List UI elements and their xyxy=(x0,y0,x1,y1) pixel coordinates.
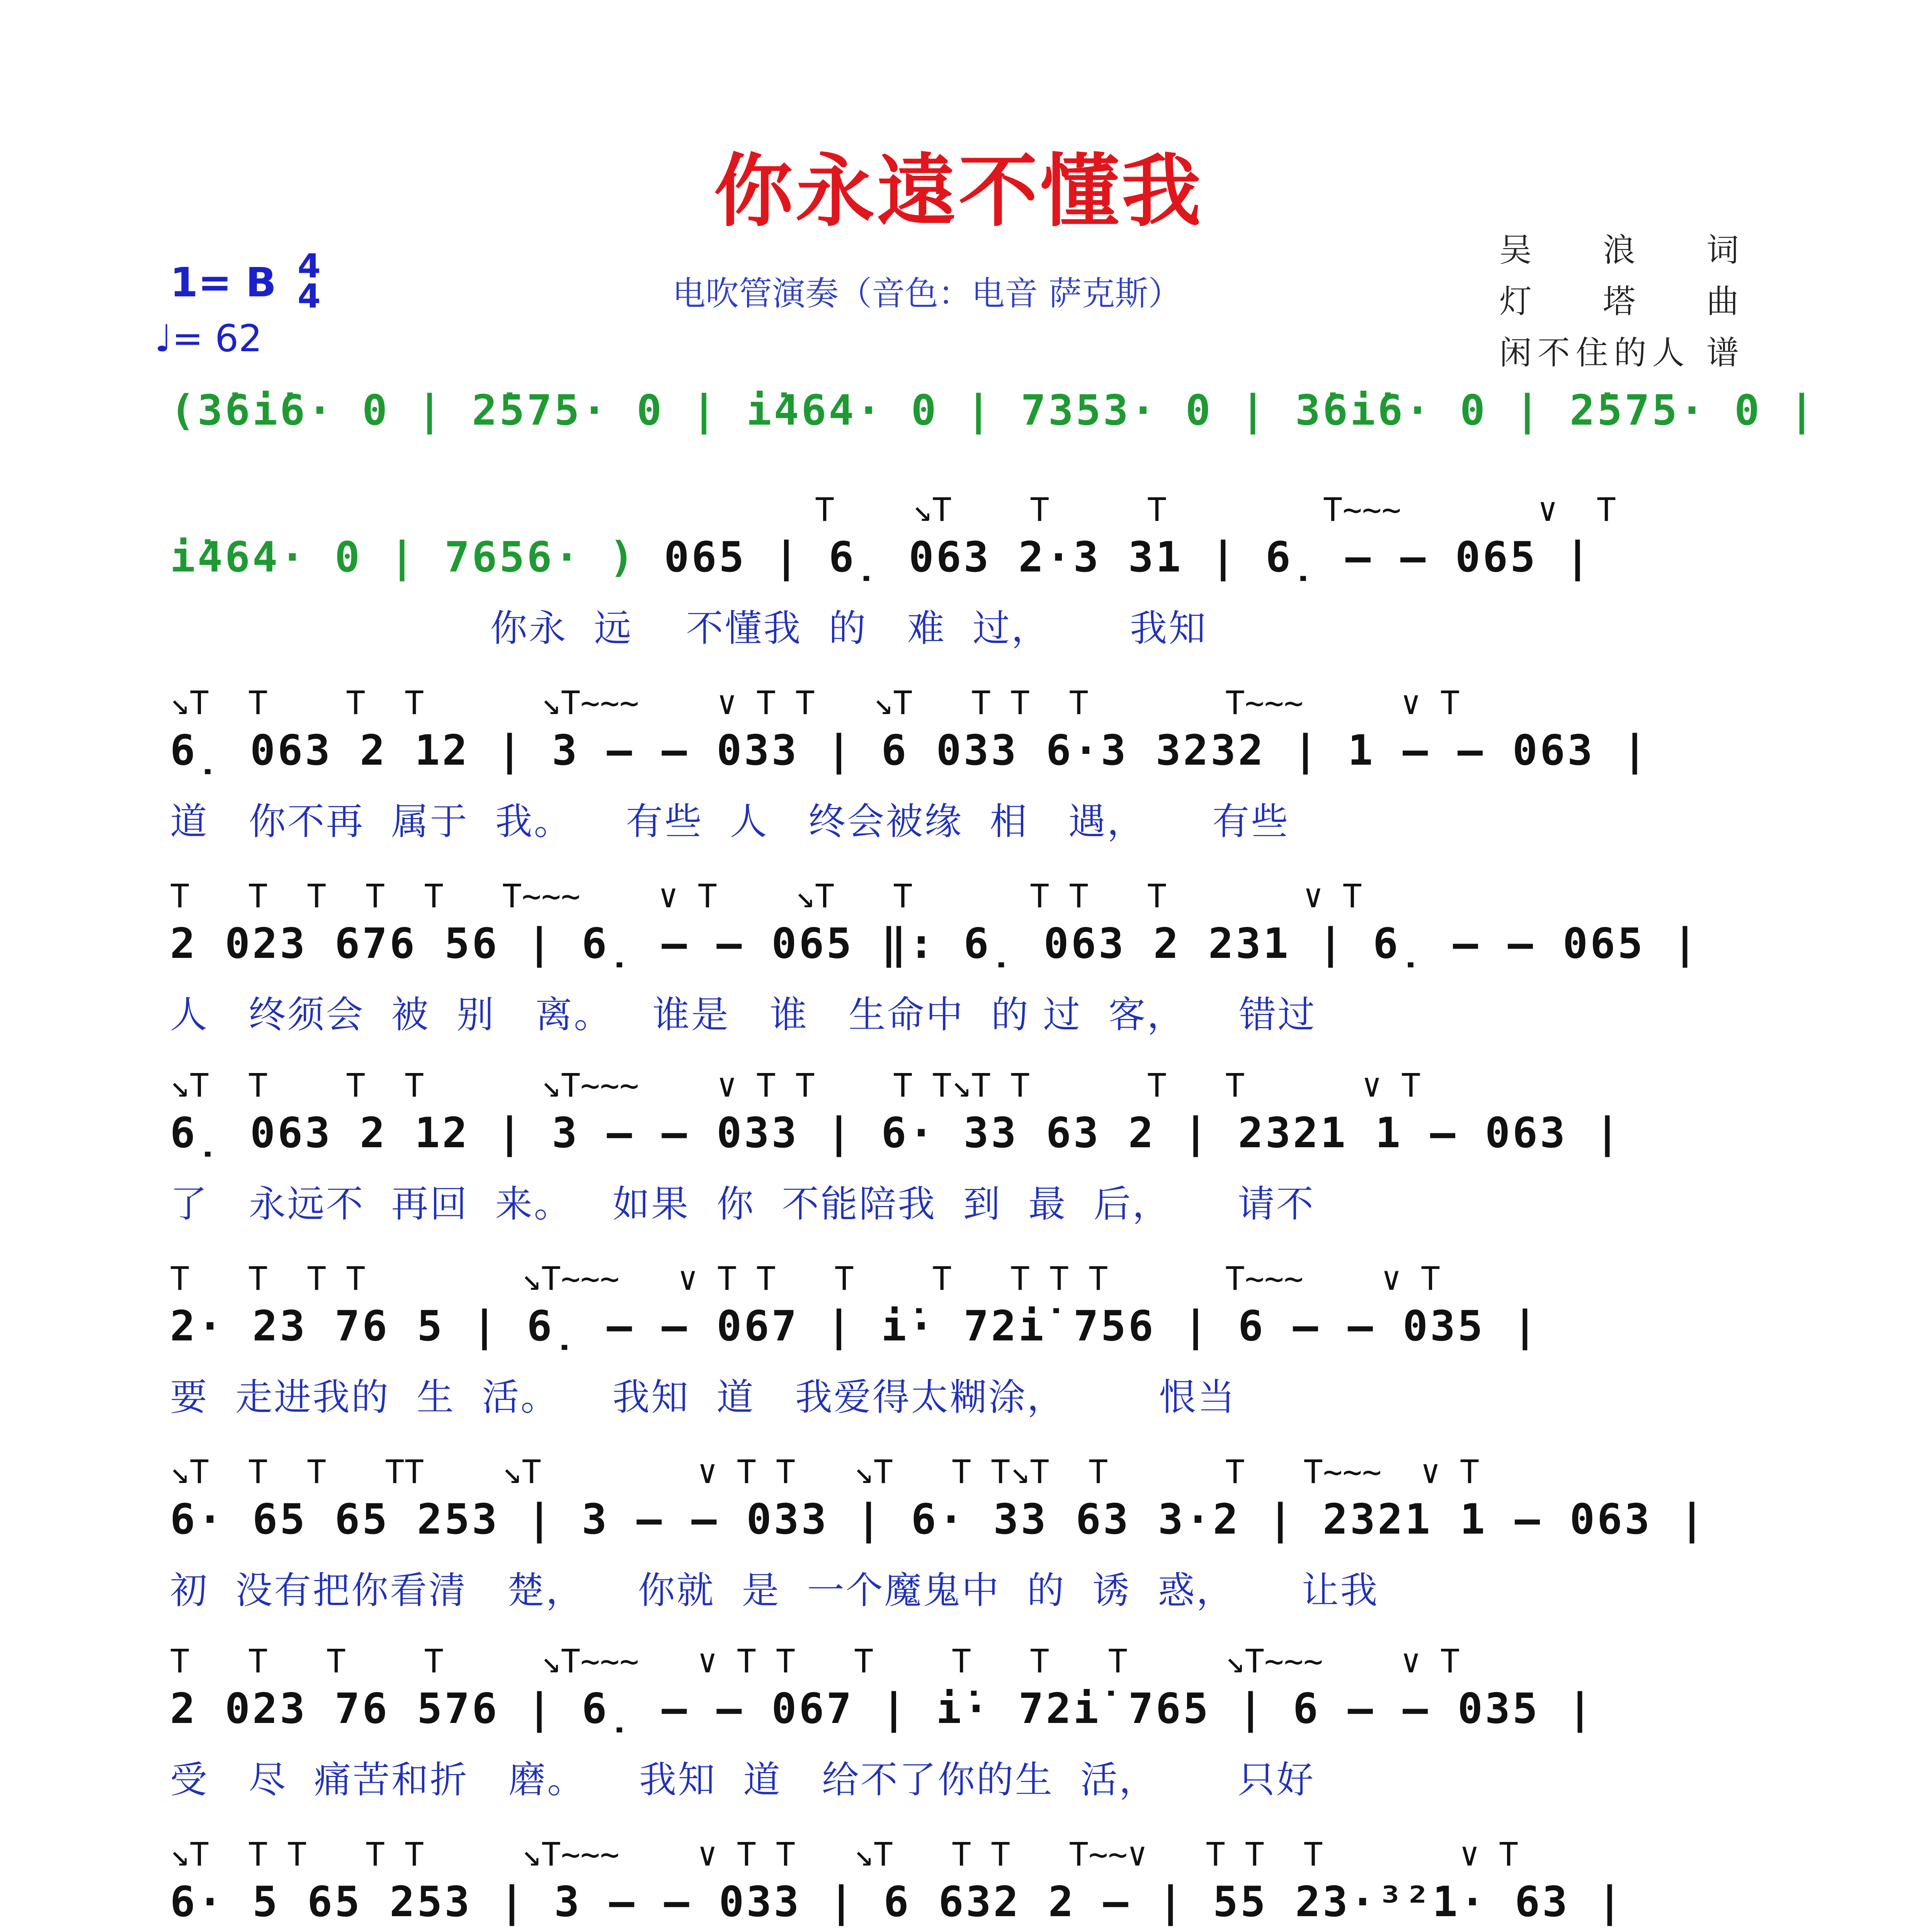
melody-notes: 6· 5 65 253 | 3 – – 033 | 6 632 2 – | 55 23·³²1· 63 | xyxy=(170,1878,1625,1926)
notation-line xyxy=(170,920,1747,968)
articulation-marks: ↘T T T T ↘T~~~ ∨ T T ↘T T T T T~~~ ∨ T xyxy=(170,684,1460,722)
melody-notes: 2 023 676 56 | 6̣ – – 065 ‖: 6̣ 063 2 231 | 6̣ – – 065 | xyxy=(170,920,1700,968)
key-signature xyxy=(170,247,321,316)
page-title: 你永遠不懂我 xyxy=(714,145,1203,238)
notation-line xyxy=(170,1302,1747,1350)
time-signature-top: 4 xyxy=(298,247,321,286)
tempo-mark: ♩= 62 xyxy=(155,317,262,360)
melody-notes: 065 | 6̣ 063 2·3 31 | 6̣ – – 065 | xyxy=(664,533,1593,582)
staff-line xyxy=(170,1835,1747,1932)
instrumental-passage: i̇464· 0 | 7656· ) xyxy=(170,533,664,582)
articulation-marks: ↘T T T T T ↘T~~~ ∨ T T ↘T T T T~~∨ T T T ∨ T xyxy=(170,1835,1519,1873)
lyric-line: 受 尽 痛苦和折 磨。 我知 道 给不了你的生 活， 只好 xyxy=(170,1758,1315,1801)
lyric-line: 要 走进我的 生 活。 我知 道 我爱得太糊涂， 恨当 xyxy=(170,1376,1237,1419)
staff-line xyxy=(170,684,1747,862)
lyricist-credit: 吴 浪 词 xyxy=(1499,231,1739,269)
composer-credit: 灯 塔 曲 xyxy=(1499,282,1739,320)
score-system xyxy=(0,1835,1917,1932)
articulation-marks: ↘T T T T ↘T~~~ ∨ T T T T↘T T T T ∨ T xyxy=(170,1066,1421,1104)
score-system xyxy=(0,684,1917,862)
staff-line xyxy=(170,1642,1747,1820)
articulation-marks: T ↘T T T T~~~ ∨ T xyxy=(170,491,1616,529)
lyric-line: 初 没有把你看清 楚， 你就 是 一个魔鬼中 的 诱 惑， 让我 xyxy=(170,1569,1379,1612)
score-system xyxy=(0,877,1917,1055)
time-signature xyxy=(298,247,321,316)
melody-notes: 2· 23 76 5 | 6̣ – – 067 | i̇· 72i̇ 756 | 6 – – 035 | xyxy=(170,1302,1540,1350)
notation-line xyxy=(170,726,1747,775)
staff-line xyxy=(170,1260,1747,1437)
credits xyxy=(1499,224,1739,374)
notation-line xyxy=(170,1495,1747,1544)
notation-line xyxy=(170,1685,1747,1733)
lyric-line: 了 永远不 再回 来。 如果 你 不能陪我 到 最 后， 请不 xyxy=(170,1182,1315,1226)
articulation-marks: T T T T T T~~~ ∨ T ↘T T T T T ∨ T xyxy=(170,877,1362,915)
staff-line xyxy=(170,877,1747,1055)
transcriber-credit: 闲不住的人 谱 xyxy=(1499,334,1739,372)
articulation-marks: T T T T ↘T~~~ ∨ T T T T T T ↘T~~~ ∨ T xyxy=(170,1642,1460,1680)
score-system xyxy=(0,491,1917,668)
notation-line xyxy=(170,533,1747,582)
notation-line xyxy=(170,1109,1747,1157)
score-system xyxy=(0,1453,1917,1631)
lyric-line: 你永 远 不懂我 的 难 过， 我知 xyxy=(170,607,1208,650)
staff-line xyxy=(170,1066,1747,1244)
staff-line xyxy=(170,491,1747,668)
melody-notes: 6· 65 65 253 | 3 – – 033 | 6· 33 63 3·2 | 2321 1 – 063 | xyxy=(170,1495,1707,1544)
score-system xyxy=(0,1642,1917,1820)
melody-notes: 2 023 76 576 | 6̣ – – 067 | i̇· 72i̇ 765 | 6 – – 035 | xyxy=(170,1685,1595,1733)
staff-line xyxy=(170,1453,1747,1631)
notation-line xyxy=(170,386,1817,435)
articulation-marks: T T T T ↘T~~~ ∨ T T T T T T T T~~~ ∨ T xyxy=(170,1260,1441,1298)
lyric-line: 道 你不再 属于 我。 有些 人 终会被缘 相 遇， 有些 xyxy=(170,800,1290,843)
melody-notes: 6̣ 063 2 12 | 3 – – 033 | 6· 33 63 2 | 2321 1 – 063 | xyxy=(170,1109,1623,1157)
score-system xyxy=(0,1066,1917,1244)
tonality: 1= B xyxy=(170,259,276,306)
time-signature-bottom: 4 xyxy=(298,277,321,316)
instrumental-passage: (3̇6i̇6· 0 | 2̇575· 0 | i̇464· 0 | 7353· 0 | 3̇6i̇6· 0 | 2̇575· 0 | xyxy=(170,386,1817,435)
articulation-marks: ↘T T T TT ↘T ∨ T T ↘T T T↘T T T T~~~ ∨ T xyxy=(170,1453,1480,1491)
lyric-line: 人 终须会 被 别 离。 谁是 谁 生命中 的 过 客， 错过 xyxy=(170,993,1317,1036)
melody-notes: 6̣ 063 2 12 | 3 – – 033 | 6 033 6·3 3232 | 1 – – 063 | xyxy=(170,726,1650,775)
subtitle: 电吹管演奏（音色：电音 萨克斯） xyxy=(672,274,1182,313)
score-system xyxy=(0,1260,1917,1437)
notation-line xyxy=(170,1878,1747,1926)
